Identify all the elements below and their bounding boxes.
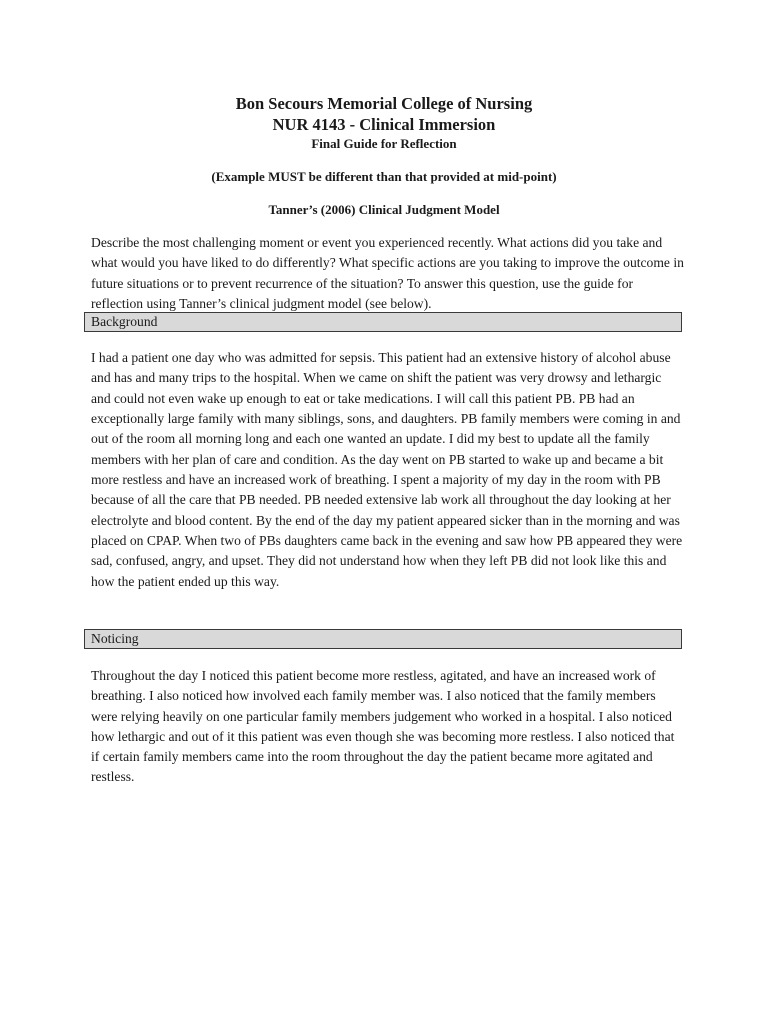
intro-paragraph: Describe the most challenging moment or event you experienced recently. What actions did you take and what would you have liked to do differently? What specific actions are you taking to improve the outcome in future situations or to prevent recurrence of the situation? To answer this question, use the guide for reflection using Tanner’s clinical judgment model (see below). (91, 235, 684, 311)
course-title: NUR 4143 - Clinical Immersion (272, 115, 496, 134)
background-paragraph: I had a patient one day who was admitted for sepsis. This patient had an extensive history of alcohol abuse and has and many trips to the hospital. When we came on shift the patient was very drowsy and lethargic and could not even wake up enough to eat or take medications. I will call this patient PB. PB had an exceptionally large family with many siblings, sons, and daughters. PB family members were coming in and out of the room all morning long and each one wanted an update. I did my best to update all the family members with her plan of care and condition. As the day went on PB started to wake up and became a bit more restless and have an increased work of breathing. I spent a majority of my day in the room with PB because of all the care that PB needed. PB needed extensive lab work all throughout the day looking at her electrolyte and blood content. By the end of the day my patient appeared sicker than in the morning and was placed on CPAP. When two of PBs daughters came back in the evening and saw how PB appeared they were sad, confused, angry, and upset. They did not understand how when they left PB did not look like this and how the patient ended up this way. (91, 350, 683, 589)
example-note: (Example MUST be different than that provided at mid-point) (211, 169, 557, 184)
section-heading-background: Background (84, 312, 682, 332)
guide-subtitle: Final Guide for Reflection (311, 136, 457, 151)
noticing-paragraph: Throughout the day I noticed this patient become more restless, agitated, and have an increased work of breathing. I also noticed how involved each family member was. I also noticed that the family members were relying heavily on one particular family members judgement who worked in a hospital. I also noticed how lethargic and out of it this patient was even though she was becoming more restless. I also noticed that if certain family members came into the room throughout the day the patient became more agitated and restless. (91, 668, 675, 785)
college-title: Bon Secours Memorial College of Nursing (235, 94, 533, 113)
section-heading-noticing: Noticing (84, 629, 682, 649)
model-title: Tanner’s (2006) Clinical Judgment Model (268, 202, 500, 217)
